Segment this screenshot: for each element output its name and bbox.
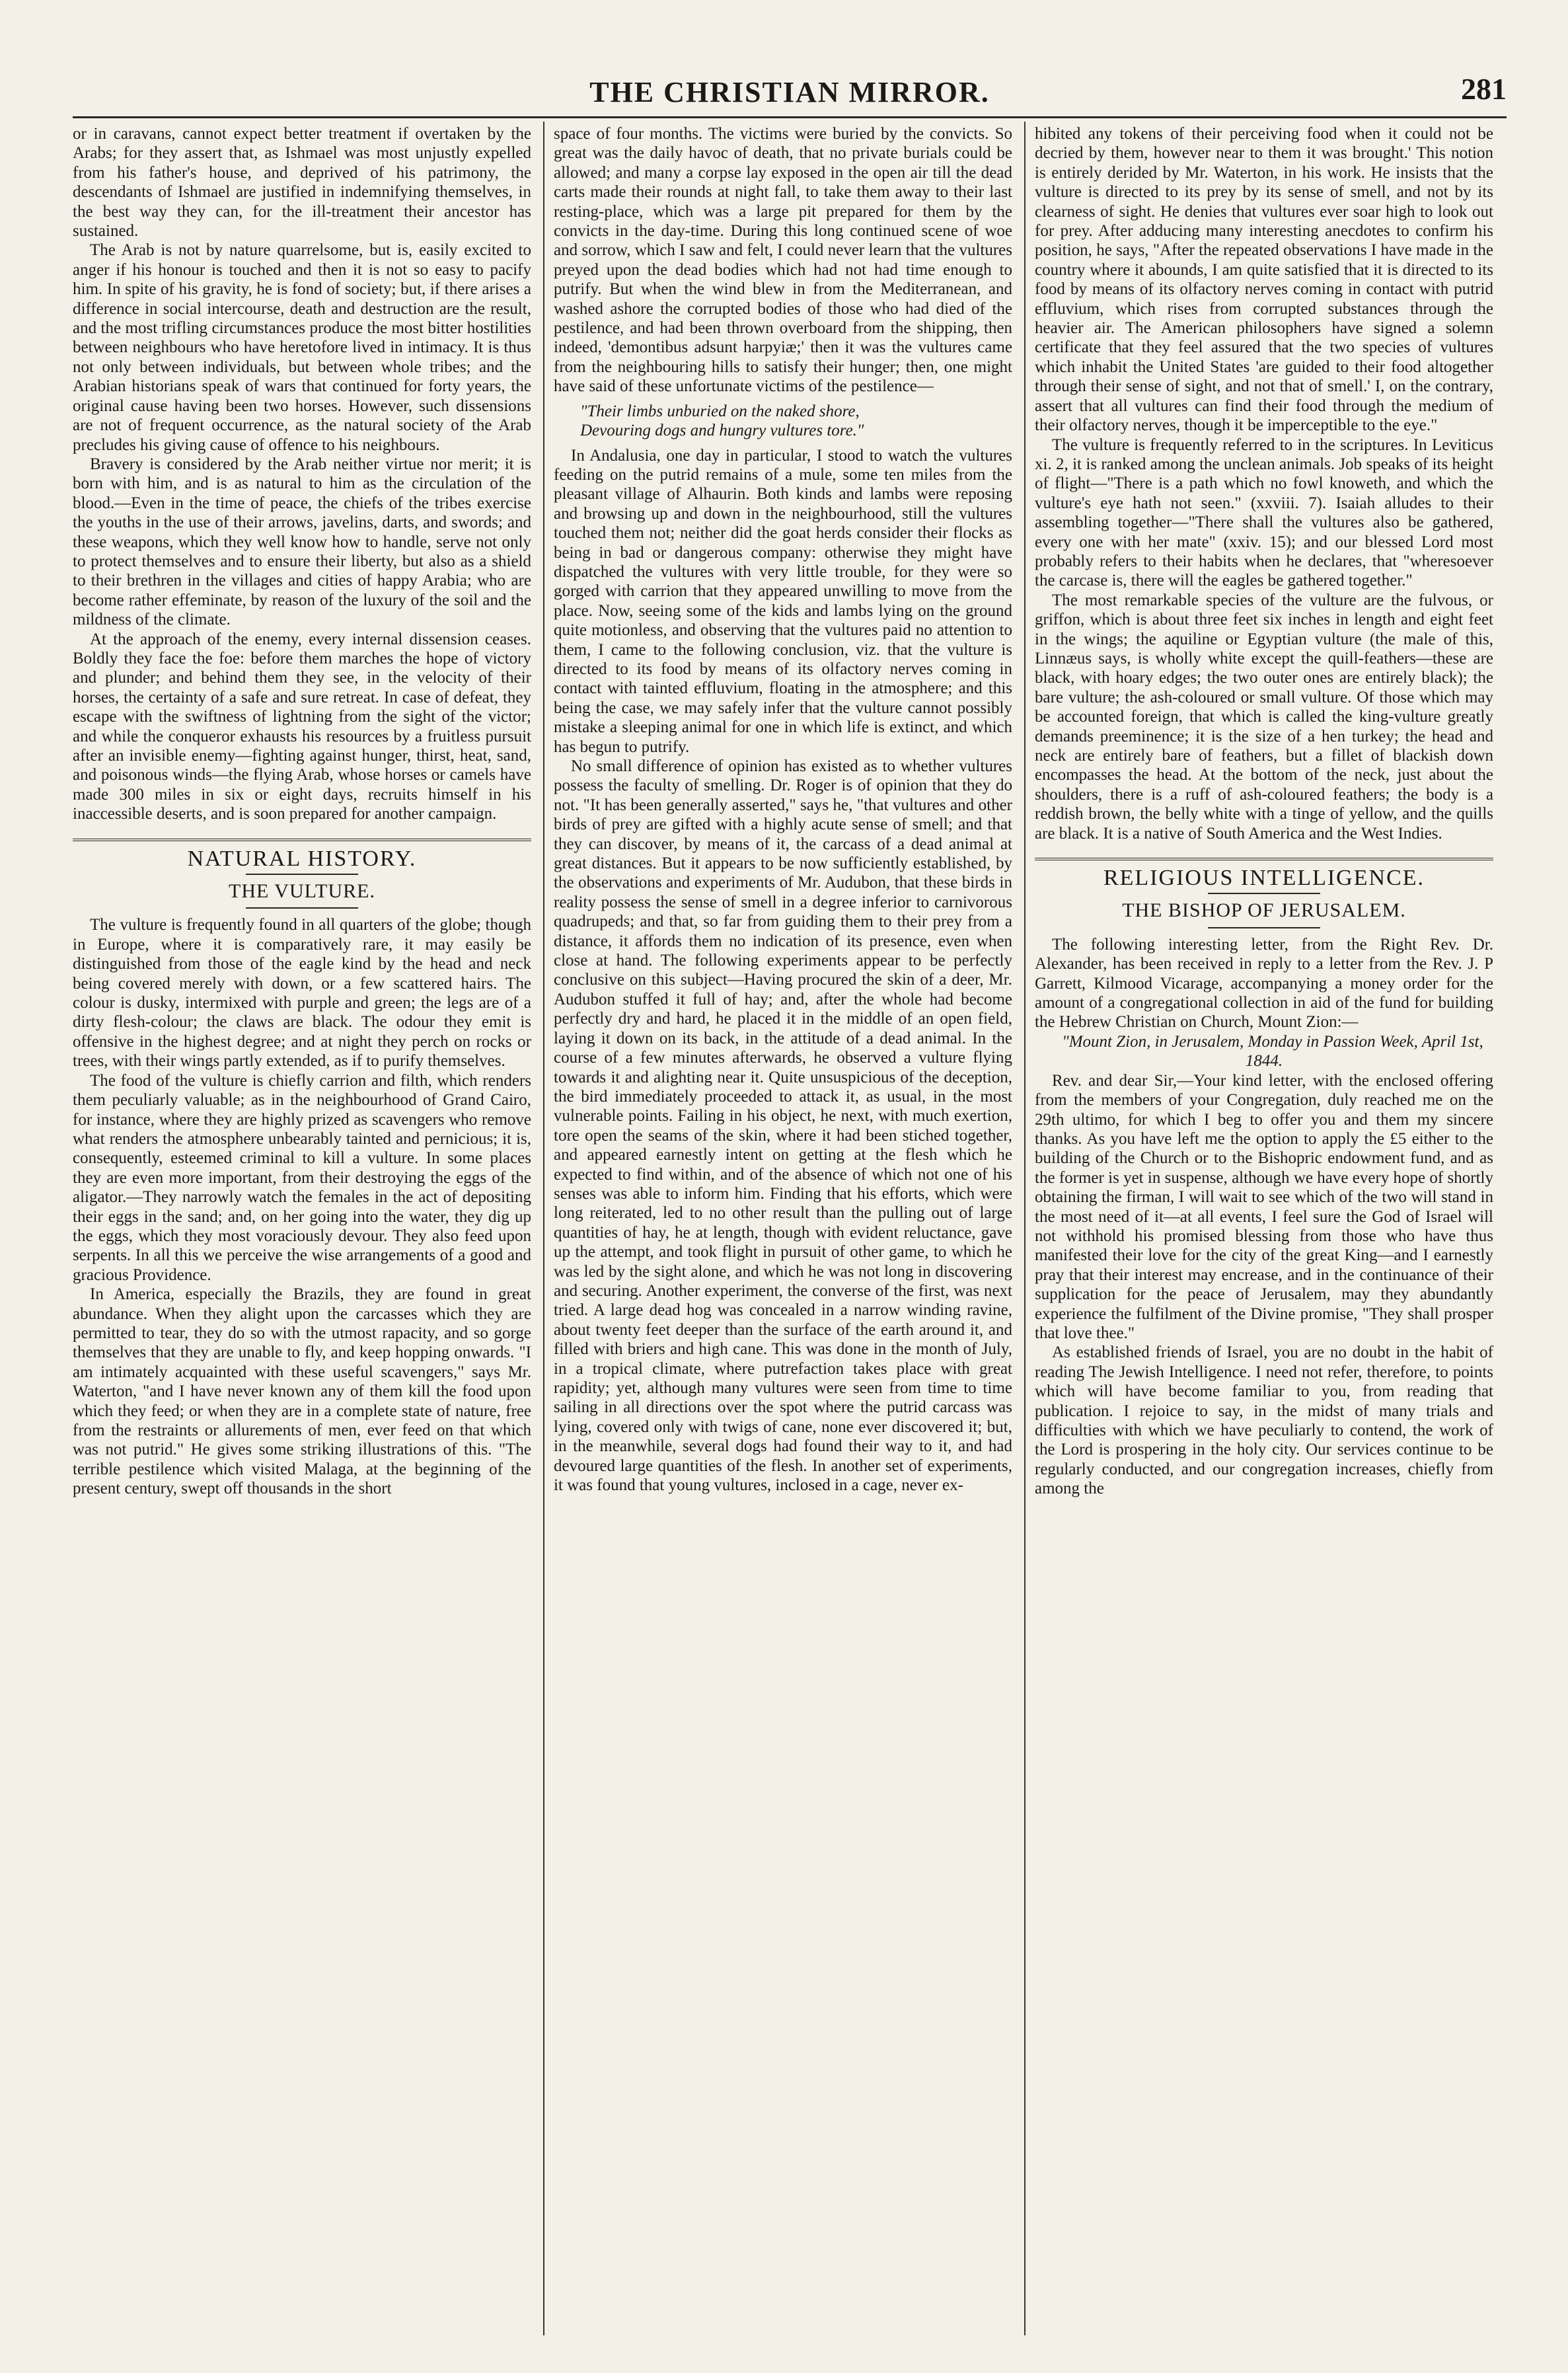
header-rule <box>73 116 1507 118</box>
section-rule <box>1035 858 1493 860</box>
short-rule <box>1208 893 1320 894</box>
article-title-vulture: THE VULTURE. <box>229 880 375 903</box>
verse-quote <box>580 402 1012 441</box>
column-3 <box>1035 124 1493 2331</box>
page-number: 281 <box>1461 72 1507 106</box>
page-header <box>73 71 1507 118</box>
paragraph: The Arab is not by nature quarrelsome, but is, easily excited to anger if his honour is touched and then it is not so easy to pacify him. In spite of his gravity, he is fond of society; but, if there arises a difference in social intercourse, death and destruction are the result, and the most trifling circumstances produce the most bitter hostilities between neighbours who have heretofore lived in intimacy. It is thus not only between individuals, but between whole tribes; and the Arabian historians speak of wars that continued for forty years, the original cause having been two horses. However, such dissensions are not of frequent occurrence, as the natural society of the Arab precludes his giving cause of offence to his neighbours. <box>73 241 531 454</box>
paragraph: In America, especially the Brazils, they are found in great abundance. When they alight upon the carcasses which they are permitted to tear, they do so with the utmost rapacity, and so gorge themselves that they are unable to fly, and keep hopping onwards. "I am intimately acquainted with these useful scavengers," says Mr. Waterton, "and I have never known any of them kill the food upon which they feed; or when they are in a complete state of nature, free from the restraints or allurements of men, ever feed on that which was not putrid." He gives some striking illustrations of this. "The terrible pestilence which visited Malaga, at the beginning of the present century, swept off thousands in the short <box>73 1285 531 1498</box>
paragraph: As established friends of Israel, you are no doubt in the habit of reading The Jewish Intelligence. I need not refer, therefore, to points which will have become familiar to you, from reading that publication. I rejoice to say, in the midst of many trials and difficulties with which we have peculiarly to contend, the work of the Lord is prospering in the holy city. Our services continue to be regularly conducted, and our congregation increases, chiefly from among the <box>1035 1343 1493 1498</box>
paragraph: Bravery is considered by the Arab neither virtue nor merit; it is born with him, and is as natural to him as the circulation of the blood.—Even in the time of peace, the chiefs of the tribes exercise the youths in the use of their arrows, javelins, darts, and swords; and these weapons, which they well know how to handle, serve not only to protect themselves and to ensure their liberty, but also as a shield to their brethren in the villages and cities of happy Arabia; who are become rather effeminate, by reason of the luxury of the soil and the mildness of the climate. <box>73 455 531 629</box>
verse-line: "Their limbs unburied on the naked shore, <box>580 402 860 420</box>
short-rule <box>246 907 358 909</box>
verse-line: Devouring dogs and hungry vultures tore." <box>580 422 864 440</box>
paragraph: Rev. and dear Sir,—Your kind letter, with the enclosed offering from the members of your Congregation, duly reached me on the 29th ultimo, for which I beg to offer you and them my sincere thanks. As you have left me the option to apply the £5 either to the building of the Church or to the Bishopric endowment fund, and as the former is yet in suspense, although we have every hope of shortly obtaining the firman, I will wait to see which of the two will stand in the most need of it—at all events, I feel sure the God of Israel will not withhold his promised blessing from those who have thus manifested their love for the city of the great King—and I earnestly pray that their interest may encrease, and in the continuance of their supplication for the peace of Jerusalem, may they abundantly experience the fulfilment of the Divine promise, "They shall prosper that love thee." <box>1035 1071 1493 1342</box>
column-rule <box>1024 122 1026 2335</box>
article-title-bishop: THE BISHOP OF JERUSALEM. <box>1122 899 1406 922</box>
paragraph: The vulture is frequently referred to in the scriptures. In Leviticus xi. 2, it is ranked among the unclean animals. Job speaks of its height of flight—"There is a path which no fowl knoweth, and which the vulture's eye hath not seen." (xxviii. 7). Isaiah alludes to their assembling together—"There shall the vultures also be gathered, every one with her mate" (xxiv. 15); and our blessed Lord most probably refers to their habits when he declares, that "wheresoever the carcase is, there will the eagles be gathered together." <box>1035 435 1493 590</box>
paragraph: At the approach of the enemy, every internal dissension ceases. Boldly they face the foe: before them marches the hope of victory and plunder; and behind them they see, in the velocity of their horses, the certainty of a safe and sure retreat. In case of defeat, they escape with the swiftness of lightning from the sight of the victor; and while the conqueror exhausts his resources by a fruitless pursuit after an invisible enemy—fighting against hunger, thirst, heat, sand, and poisonous winds—the flying Arab, whose horses or camels have made 300 miles in six or eight days, recruits himself in his inaccessible deserts, and is soon prepared for another campaign. <box>73 630 531 823</box>
column-rule <box>543 122 544 2335</box>
letter-dateline: "Mount Zion, in Jerusalem, Monday in Passion Week, April 1st, 1844. <box>1062 1032 1483 1071</box>
column-2 <box>554 124 1012 2331</box>
paragraph: The food of the vulture is chiefly carrion and filth, which renders them peculiarly valuable; as in the neighbourhood of Grand Cairo, for instance, where they are highly prized as scavengers who remove what renders the atmosphere unbearably tainted and pernicious; it is, consequently, esteemed criminal to kill a vulture. In some places they are even more important, from their destroying the eggs of the aligator.—They narrowly watch the females in the act of depositing their eggs in the sand; and, on her going into the water, they dig up the eggs, which they most voraciously devour. They also feed upon serpents. In all this we perceive the wise arrangements of a good and gracious Providence. <box>73 1071 531 1284</box>
column-1 <box>73 124 531 2331</box>
section-title-religious-intelligence: RELIGIOUS INTELLIGENCE. <box>1103 866 1425 891</box>
paragraph: space of four months. The victims were buried by the convicts. So great was the daily havoc of death, that no private burials could be allowed; and many a corpse lay exposed in the open air till the dead carts made their rounds at night fall, to take them away to their last resting-place, which was a large pit prepared for them by the convicts in the day-time. During this long continued scene of woe and sorrow, which I saw and felt, I could never learn that the vultures preyed upon the dead bodies which had not had time enough to putrify. But when the wind blew in from the Mediterranean, and washed ashore the corrupted bodies of those who had died of the pestilence, and had been thrown overboard from the shipping, then indeed, 'demontibus adsunt harpyiæ;' then it was the vultures came from the neighbouring hills to satisfy their hunger; then, one might have said of these unfortunate victims of the pestilence— <box>554 125 1012 396</box>
paragraph: No small difference of opinion has existed as to whether vultures possess the faculty of smelling. Dr. Roger is of opinion that they do not. "It has been generally asserted," says he, "that vultures and other birds of prey are gifted with a highly acute sense of smell; and that they can discover, by means of it, the carcass of a dead animal at great distances. But it appears to be now sufficiently established, by the observations and experiments of Mr. Audubon, that these birds in reality possess the sense of smell in a degree inferior to carnivorous quadrupeds; and that, so far from guiding them to their prey from a distance, it affords them no indication of its presence, even when close at hand. The following experiments appear to be perfectly conclusive on this subject—Having procured the skin of a deer, Mr. Audubon stuffed it full of hay; and, after the whole had become perfectly dry and hard, he placed it in the middle of an open field, laying it down on its back, in the attitude of a dead animal. In the course of a few minutes afterwards, he observed a vulture flying towards it and alighting near it. Quite unsuspicious of the deception, the bird immediately proceeded to attack it, as usual, in the most vulnerable points. Failing in his object, he next, with much exertion, tore open the seams of the skin, where it had been stiched together, and appeared earnestly intent on getting at the flesh which he expected to find within, and of the absence of which not one of his senses was able to inform him. Finding that his efforts, which were long reiterated, led to no other result than the pulling out of large quantities of hay, he at length, though with evident reluctance, gave up the attempt, and took flight in pursuit of other game, to which he was led by the sight alone, and which he was not long in discovering and securing. Another experiment, the converse of the first, was next tried. A large dead hog was concealed in a narrow winding ravine, about twenty feet deeper than the surface of the earth around it, and filled with briers and high cane. This was done in the month of July, in a tropical climate, where putrefaction takes place with great rapidity; yet, although many vultures were seen from time to time sailing in all directions over the spot where the putrid carcass was lying, covered only with twigs of cane, none ever discovered it; but, in the meanwhile, several dogs had found their way to it, and had devoured large quantities of the flesh. In another set of experiments, it was found that young vultures, inclosed in a cage, never ex- <box>554 757 1012 1495</box>
paragraph: The most remarkable species of the vulture are the fulvous, or griffon, which is about three feet six inches in length and eight feet in the wings; the aquiline or Egyptian vulture (the male of this, Linnæus says, is wholly white except the quill-feathers—these are black, with hoary edges; the two outer ones are entirely black); the bare vulture; the ash-coloured or small vulture. Of those which may be accounted foreign, that which is called the king-vulture greatly demands preeminence; it is the size of a hen turkey; the head and neck are entirely bare of feathers, but a fillet of blackish down encompasses the head. At the bottom of the neck, just about the shoulders, there is a ruff of ash-coloured feathers; the body is a reddish brown, the belly white with a tinge of yellow, and the quills are black. It is a native of South America and the West Indies. <box>1035 591 1493 843</box>
paragraph: The following interesting letter, from the Right Rev. Dr. Alexander, has been received in reply to a letter from the Rev. J. P Garrett, Kilmood Vicarage, accompanying a money order for the amount of a congregational collection in aid of the fund for building the Hebrew Christian on Church, Mount Zion:— <box>1035 935 1493 1032</box>
paragraph: hibited any tokens of their perceiving food when it could not be decried by them, however near to them it was brought.' This notion is entirely derided by Mr. Waterton, in his work. He insists that the vulture is directed to its prey by its sense of smell, and not by its clearness of sight. He denies that vultures ever soar high to look out for prey. After adducing many interesting anecdotes to confirm his position, he says, "After the repeated observations I have made in the country where it abounds, I am quite satisfied that it is directed to its food by means of its olfactory nerves coming in contact with putrid effluvium, which rises from corrupted substances through the heavier air. The American philosophers have signed a solemn certificate that they feel assured that the two species of vultures which inhabit the United States 'are guided to their food altogether through their sense of sight, and not that of smell.' I, on the contrary, assert that all vultures can find their food through the medium of their olfactory nerves, though it be imperceptible to the eye." <box>1035 125 1493 435</box>
paragraph: In Andalusia, one day in particular, I stood to watch the vultures feeding on the putrid remains of a mule, some ten miles from the pleasant village of Alhaurin. Both kinds and lambs were reposing and browsing up and down in the neighbourhood, still the vultures touched them not; neither did the goat herds consider their flocks as being in bad or dangerous company: otherwise they might have dispatched the vultures with very little trouble, for they were so gorged with carrion that they appeared unwilling to move from the place. Now, seeing some of the kids and lambs lying on the ground quite motionless, and observing that the vultures paid no attention to them, I came to the following conclusion, viz. that the vulture is directed to its food by means of its olfactory nerves coming in contact with tainted effluvium, floating in the atmosphere; and this being the case, we may safely infer that the vulture cannot possibly mistake a sleeping animal for one in which life is extinct, and which has begun to putrify. <box>554 446 1012 756</box>
paragraph: or in caravans, cannot expect better treatment if overtaken by the Arabs; for they assert that, as Ishmael was most unjustly expelled from his father's house, and deprived of his patrimony, the descendants of Ishmael are justified in indemnifying themselves, in the best way they can, for the ill-treatment their ancestor has sustained. <box>73 125 531 241</box>
running-title: THE CHRISTIAN MIRROR. <box>589 76 990 108</box>
paragraph: The vulture is frequently found in all quarters of the globe; though in Europe, where it is comparatively rare, it may easily be distinguished from those of the eagle kind by the head and neck being covered merely with down, or a few scattered hairs. The colour is dusky, intermixed with purple and green; the legs are of a dirty flesh-colour; the claws are black. The odour they emit is offensive in the highest degree; and at night they perch on rocks or trees, with their wings partly extended, as if to purify themselves. <box>73 916 531 1071</box>
short-rule <box>1208 927 1320 928</box>
section-title-natural-history: NATURAL HISTORY. <box>187 846 417 871</box>
short-rule <box>246 874 358 875</box>
section-rule <box>73 839 531 841</box>
